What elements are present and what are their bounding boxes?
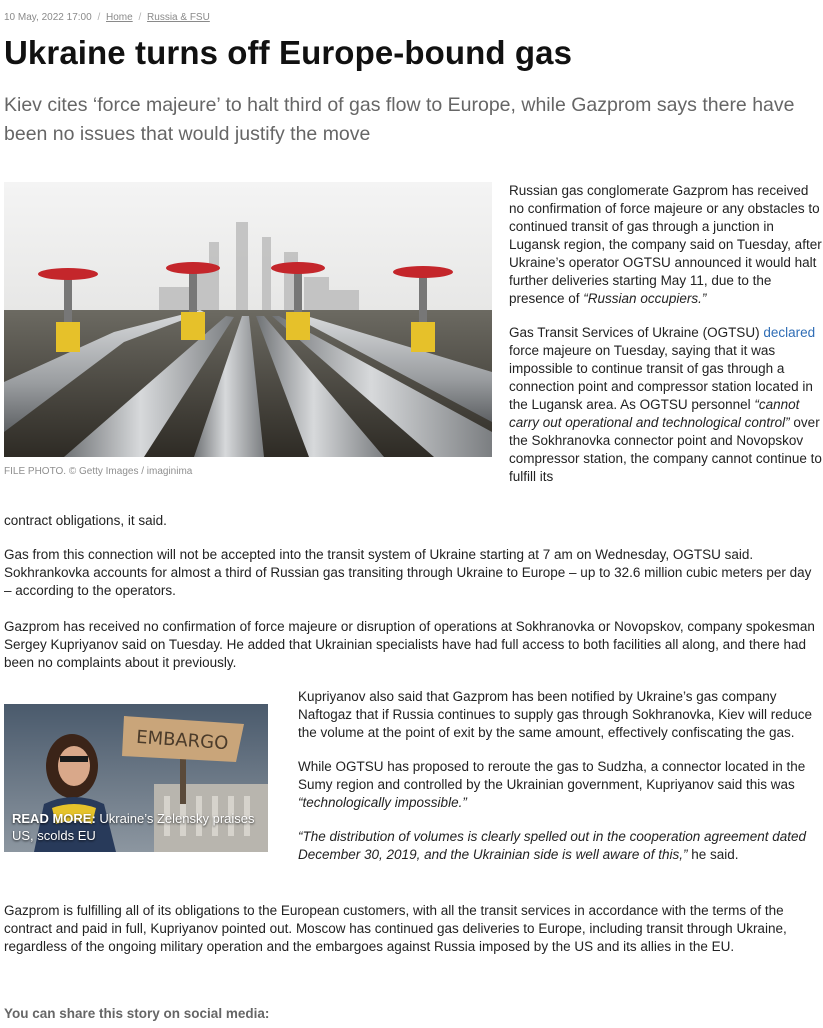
embargo-sign-text: EMBARGO <box>135 726 229 755</box>
breadcrumb-home-link[interactable]: Home <box>106 12 133 23</box>
paragraph-text: While OGTSU has proposed to reroute the gas to Sudzha, a connector located in the Sumy region and controlled by the Ukrainian government, Kupriyanov said this was <box>298 759 806 792</box>
read-more-label: READ MORE: <box>12 811 96 826</box>
read-more-title: Ukraine’s Zelensky praises US, scolds EU <box>12 811 255 843</box>
quote: “cannot carry out operational and technological control” <box>509 397 800 430</box>
paragraph-text: Gas Transit Services of Ukraine (OGTSU) <box>509 325 764 340</box>
read-more-text[interactable] <box>12 810 260 844</box>
paragraph <box>298 828 819 864</box>
side-column <box>298 688 819 880</box>
article-headline: Ukraine turns off Europe-bound gas <box>4 34 573 71</box>
photo-caption: FILE PHOTO. © Getty Images / imaginima <box>4 466 193 477</box>
breadcrumb-separator: / <box>138 12 142 23</box>
article-meta <box>4 12 210 23</box>
breadcrumb-section-link[interactable]: Russia & FSU <box>147 12 210 23</box>
paragraph <box>298 758 819 812</box>
paragraph: Kupriyanov also said that Gazprom has been notified by Ukraine’s gas company Naftogaz that if Russia continues to supply gas through Sokhranovka, Kiev will reduce the volume at the point of exit by the same amount, effectively confiscating the gas. <box>298 689 813 740</box>
article-subtitle: Kiev cites ‘force majeure’ to halt third of gas flow to Europe, while Gazprom says there have been no issues that would justify the move <box>4 94 795 145</box>
paragraph: Gazprom has received no confirmation of force majeure or disruption of operations at Sokhranovka or Novopskov, company spokesman Sergey Kupriyanov said on Tuesday. He added that Ukrainian specialists have had full access to both facilities all along, and there had been no complaints about it previously. <box>4 619 815 670</box>
paragraph: Gazprom is fulfilling all of its obligations to the European customers, with all the transit services in accordance with the terms of the contract and paid in full, Kupriyanov pointed out. Moscow has continued gas deliveries to Europe, including transit through Ukraine, regardless of the ongoing military operation and the embargoes against Russia imposed by the US and its allies in the EU. <box>4 903 787 954</box>
paragraph-text: force majeure on Tuesday, saying that it was impossible to continue transit of gas through a connection point and compressor station located in the Lugansk area. As OGTSU personnel <box>509 343 813 412</box>
paragraph-text: Russian gas conglomerate Gazprom has received no confirmation of force majeure or any obstacles to continued transit of gas through a junction in Lugansk region, the company said on Tuesday, after Ukraine’s operator OGTSU announced it would halt further deliveries starting May 11, due to the presence of <box>509 183 822 306</box>
share-prompt: You can share this story on social media: <box>4 1006 270 1021</box>
paragraph <box>509 324 823 486</box>
read-more-card[interactable] <box>4 704 268 852</box>
quote: “Russian occupiers.” <box>583 291 707 306</box>
paragraph-text: he said. <box>687 847 739 862</box>
declared-link[interactable]: declared <box>763 325 816 340</box>
quote: “technologically impossible.” <box>298 795 467 810</box>
hero-figure <box>4 182 492 477</box>
breadcrumb-separator: / <box>97 12 101 23</box>
paragraph-continuation: contract obligations, it said. <box>4 513 167 528</box>
quote: “The distribution of volumes is clearly spelled out in the cooperation agreement dated December 30, 2019, and the Ukrainian side is well aware of this,” <box>298 829 807 862</box>
paragraph: Gas from this connection will not be accepted into the transit system of Ukraine starting at 7 am on Wednesday, OGTSU said. Sokhrankovka accounts for almost a third of Russian gas transiting through Ukraine to Europe – up to 32.6 million cubic meters per day – according to the operators. <box>4 547 812 598</box>
paragraph <box>509 182 823 308</box>
intro-column <box>509 182 823 502</box>
publish-date: 10 May, 2022 17:00 <box>4 12 92 23</box>
paragraph-text: over the Sokhranovka connector point and Novopskov compressor station, the company cannot continue to fulfill its <box>509 415 822 484</box>
pipeline-photo <box>4 182 492 457</box>
